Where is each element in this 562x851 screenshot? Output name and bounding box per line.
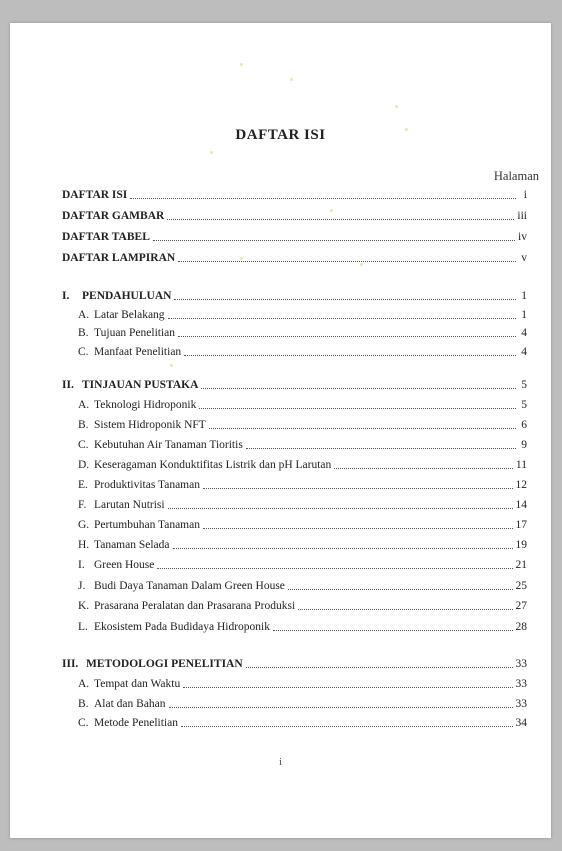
dot-leader [153,240,515,241]
dot-leader [173,548,513,549]
dot-leader [174,299,516,300]
chapter-title: PENDAHULUAN [82,290,172,302]
toc-entry-3c[interactable] [78,716,527,730]
entry-letter: A. [78,309,90,321]
document-page [10,23,551,838]
entry-title: Ekosistem Pada Budidaya Hidroponik [94,621,270,633]
entry-title: Pertumbuhan Tanaman [94,519,200,531]
dot-leader [199,408,516,409]
entry-letter: B. [78,327,89,339]
dot-leader [169,707,513,708]
chapter-page: 33 [515,658,527,670]
page-number: i [278,756,283,768]
toc-entry-daftar-tabel[interactable] [62,230,527,244]
toc-entry-1b[interactable] [78,326,527,340]
entry-page: 17 [515,519,527,531]
entry-page: 34 [515,717,527,729]
entry-title: Tempat dan Waktu [94,678,181,690]
entry-letter: C. [78,346,89,358]
toc-entry-1a[interactable] [78,308,527,322]
dot-leader [181,726,513,727]
toc-entry-page: iv [518,231,527,243]
entry-title: Teknologi Hidroponik [94,399,197,411]
toc-entry-1c[interactable] [78,345,527,359]
dot-leader [201,388,516,389]
entry-title: Metode Penelitian [94,717,178,729]
toc-entry-2a[interactable] [78,398,527,412]
toc-chapter-2[interactable] [62,378,527,392]
entry-page: 19 [515,539,527,551]
toc-entry-2k[interactable] [78,599,527,613]
entry-page: 1 [521,309,527,321]
dot-leader [183,687,512,688]
dot-leader [273,630,513,631]
chapter-number: I. [62,290,70,302]
entry-letter: A. [78,678,90,690]
dot-leader [168,508,513,509]
entry-title: Kebutuhan Air Tanaman Tioritis [94,439,243,451]
toc-entry-page: v [521,252,527,264]
toc-title: DAFTAR ISI [235,127,326,143]
entry-page: 28 [515,621,527,633]
dot-leader [298,609,512,610]
toc-entry-text: DAFTAR GAMBAR [62,210,165,222]
entry-title: Prasarana Peralatan dan Prasarana Produksi [94,600,296,612]
entry-letter: G. [78,519,90,531]
toc-entry-2e[interactable] [78,478,527,492]
toc-chapter-1[interactable] [62,289,527,303]
entry-title: Tanaman Selada [94,539,170,551]
entry-title: Keseragaman Konduktifitas Listrik dan pH Larutan [94,459,332,471]
entry-title: Tujuan Penelitian [94,327,176,339]
dot-leader [184,355,516,356]
entry-letter: C. [78,717,89,729]
entry-page: 6 [521,419,527,431]
toc-entry-2l[interactable] [78,620,527,634]
page-column-label: Halaman [493,169,539,183]
toc-entry-text: DAFTAR TABEL [62,231,150,243]
toc-entry-2c[interactable] [78,438,527,452]
dot-leader [209,428,516,429]
entry-letter: E. [78,479,88,491]
dot-leader [178,336,516,337]
entry-letter: B. [78,419,89,431]
entry-letter: J. [78,580,86,592]
entry-page: 4 [521,346,527,358]
entry-letter: I. [78,559,85,571]
toc-entry-2j[interactable] [78,579,527,593]
entry-title: Larutan Nutrisi [94,499,165,511]
entry-letter: B. [78,698,89,710]
toc-entry-2h[interactable] [78,538,527,552]
chapter-page: 1 [521,290,527,302]
dot-leader [203,528,513,529]
entry-letter: H. [78,539,90,551]
entry-page: 5 [521,399,527,411]
entry-letter: L. [78,621,88,633]
entry-page: 33 [515,698,527,710]
dot-leader [288,589,513,590]
toc-entry-3b[interactable] [78,697,527,711]
dot-leader [130,198,516,199]
toc-entry-page: iii [517,210,527,222]
entry-title: Produktivitas Tanaman [94,479,200,491]
entry-title: Green House [94,559,155,571]
toc-entry-text: DAFTAR ISI [62,189,128,201]
entry-page: 14 [515,499,527,511]
entry-page: 33 [515,678,527,690]
entry-page: 25 [515,580,527,592]
entry-title: Alat dan Bahan [94,698,166,710]
dot-leader [157,568,512,569]
toc-entry-daftar-lampiran[interactable] [62,251,527,265]
toc-entry-2f[interactable] [78,498,527,512]
entry-letter: C. [78,439,89,451]
entry-letter: D. [78,459,90,471]
entry-title: Budi Daya Tanaman Dalam Green House [94,580,285,592]
entry-page: 9 [521,439,527,451]
entry-title: Latar Belakang [94,309,165,321]
entry-letter: F. [78,499,87,511]
dot-leader [246,448,516,449]
dot-leader [167,219,514,220]
dot-leader [203,488,513,489]
entry-page: 21 [515,559,527,571]
entry-title: Sistem Hidroponik NFT [94,419,206,431]
dot-leader [168,318,516,319]
toc-entry-page: i [523,189,527,201]
chapter-title: TINJAUAN PUSTAKA [82,379,199,391]
entry-page: 27 [515,600,527,612]
entry-letter: A. [78,399,90,411]
dot-leader [334,468,513,469]
chapter-title: METODOLOGI PENELITIAN [86,658,243,670]
chapter-page: 5 [521,379,527,391]
toc-entry-daftar-isi[interactable] [62,188,527,202]
toc-entry-text: DAFTAR LAMPIRAN [62,252,176,264]
entry-title: Manfaat Penelitian [94,346,182,358]
toc-entry-3a[interactable] [78,677,527,691]
toc-entry-2g[interactable] [78,518,527,532]
dot-leader [178,261,516,262]
entry-page: 11 [515,459,527,471]
toc-entry-2i[interactable] [78,558,527,572]
toc-entry-2b[interactable] [78,418,527,432]
chapter-number: II. [62,379,74,391]
dot-leader [246,667,513,668]
entry-page: 12 [515,479,527,491]
toc-entry-2d[interactable] [78,458,527,472]
toc-chapter-3[interactable] [62,657,527,671]
chapter-number: III. [62,658,79,670]
toc-entry-daftar-gambar[interactable] [62,209,527,223]
entry-page: 4 [521,327,527,339]
entry-letter: K. [78,600,90,612]
